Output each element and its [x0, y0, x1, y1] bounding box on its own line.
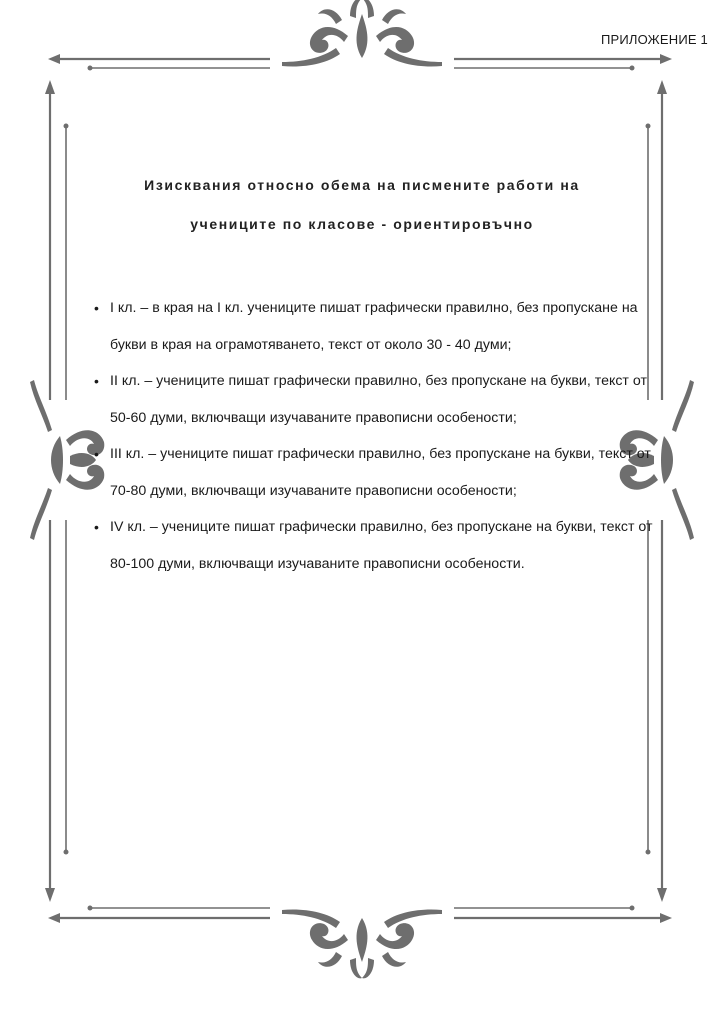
left-side-flourish-ornament-icon — [2, 380, 104, 540]
list-item-grade-4 — [94, 509, 654, 582]
list-item-grade-1 — [94, 290, 654, 363]
appendix-label: ПРИЛОЖЕНИЕ 1 — [597, 32, 708, 47]
list-item-text: I кл. – в края на I кл. учениците пишат графически правилно, без пропускане на букви в края на ограмотяването, текст от около 30 - 40 думи; — [110, 300, 638, 353]
list-item-text: III кл. – учениците пишат графически правилно, без пропускане на букви, текст от 70-80 думи, включващи изучаваните правописни особености; — [110, 446, 651, 499]
bottom-flourish-ornament-icon — [270, 904, 454, 978]
top-flourish-ornament-icon — [270, 0, 454, 72]
list-item-grade-2 — [94, 363, 654, 436]
page-title-line-1: Изисквания относно обема на писмените работи на — [144, 177, 580, 193]
bullet-icon: • — [94, 373, 99, 389]
list-item-text: II кл. – учениците пишат графически правилно, без пропускане на букви, текст от 50-60 думи, включващи изучаваните правописни особености; — [110, 373, 647, 426]
bullet-icon: • — [94, 446, 99, 462]
bullet-icon: • — [94, 519, 99, 535]
list-item-text: IV кл. – учениците пишат графически правилно, без пропускане на букви, текст от 80-100 думи, включващи изучаваните правописни особености. — [110, 519, 653, 572]
list-item-grade-3 — [94, 436, 654, 509]
requirements-list — [94, 290, 654, 582]
page-title-line-2: учениците по класове - ориентировъчно — [190, 216, 534, 232]
bullet-icon: • — [94, 300, 99, 316]
